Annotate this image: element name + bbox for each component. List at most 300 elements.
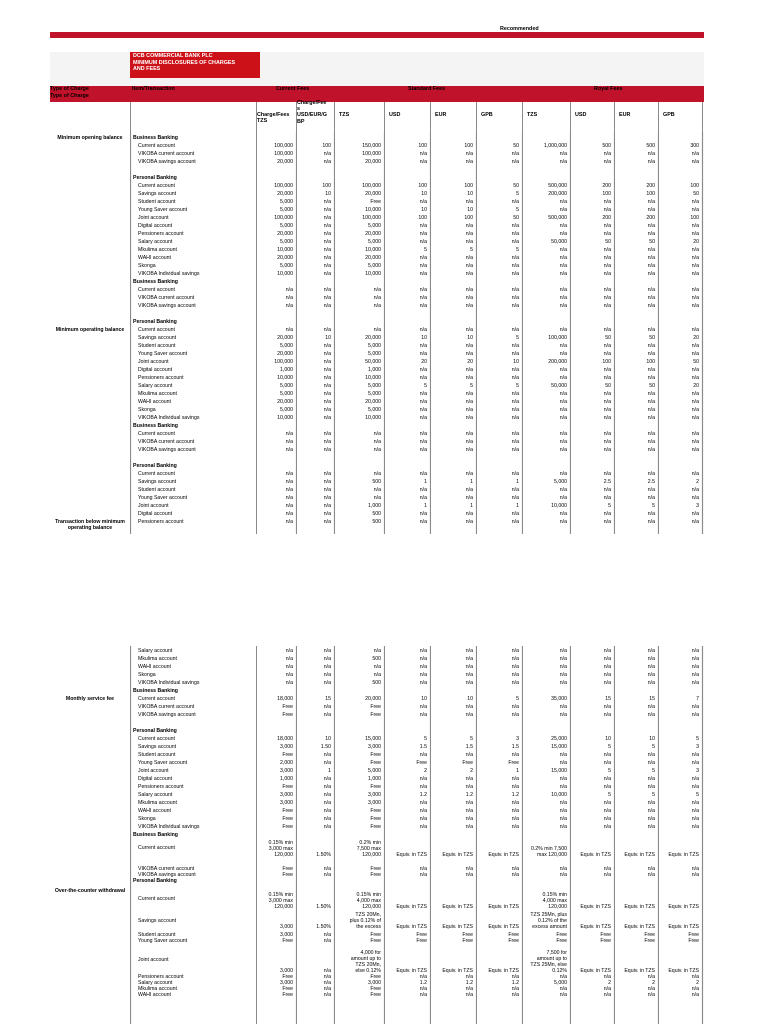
fee-value: Equiv. in TZS	[580, 904, 611, 910]
fee-line: 0.12% of the	[537, 918, 567, 924]
item-label: Student account	[138, 932, 176, 938]
fee-value: n/a	[603, 447, 611, 453]
fee-value: 1	[424, 503, 427, 509]
fee-value: 5	[470, 736, 473, 742]
fee-value: 100	[646, 191, 655, 197]
fee-value: 5	[424, 383, 427, 389]
fee-value: 35,000	[551, 696, 567, 702]
item-label: Pensioners account	[138, 974, 184, 980]
fee-value: n/a	[603, 351, 611, 357]
currency-header: GPB	[481, 112, 493, 118]
currency-header: TZS	[339, 112, 350, 118]
fee-value: n/a	[511, 776, 519, 782]
fee-value: n/a	[559, 872, 567, 878]
fee-value: n/a	[465, 223, 473, 229]
fee-value: 100,000	[362, 183, 381, 189]
fee-value: n/a	[465, 776, 473, 782]
table-row	[0, 335, 699, 341]
table-row	[0, 191, 699, 197]
item-label: VIKOBA current account	[138, 704, 195, 710]
fee-value: 5	[424, 247, 427, 253]
fee-value: n/a	[691, 816, 699, 822]
fee-value: n/a	[603, 656, 611, 662]
fee-value: 20	[693, 383, 699, 389]
fee-value: 1.2	[465, 980, 473, 986]
fee-value: 1	[470, 503, 473, 509]
fee-value: n/a	[559, 447, 567, 453]
fee-value: Free	[282, 784, 293, 790]
fee-value: Equiv. in TZS	[488, 968, 519, 974]
fee-value: 5	[516, 335, 519, 341]
fee-value: n/a	[559, 255, 567, 261]
fee-value: n/a	[647, 866, 655, 872]
fee-value: n/a	[647, 199, 655, 205]
fee-value: Equiv. in TZS	[668, 904, 699, 910]
fee-value: n/a	[511, 343, 519, 349]
fee-value: n/a	[647, 712, 655, 718]
fee-value: Equiv. in TZS	[396, 968, 427, 974]
fee-value: 5	[608, 503, 611, 509]
fee-value: n/a	[323, 199, 331, 205]
fee-value: Free	[282, 986, 293, 992]
fee-value: n/a	[691, 287, 699, 293]
fee-value: n/a	[323, 816, 331, 822]
item-label: Young Saver account	[138, 351, 188, 357]
item-label: Current account	[138, 183, 175, 189]
fee-value: n/a	[419, 287, 427, 293]
fee-value: Equiv. in TZS	[668, 924, 699, 930]
fee-value: 20,000	[365, 159, 381, 165]
fee-value: n/a	[691, 656, 699, 662]
fee-value: n/a	[691, 255, 699, 261]
fee-value: 10	[421, 335, 427, 341]
table-row	[0, 175, 654, 181]
fee-value: n/a	[419, 680, 427, 686]
type-column-bg	[50, 646, 130, 1024]
table-row	[0, 263, 699, 269]
fee-value: n/a	[559, 375, 567, 381]
fee-value: 50,000	[365, 359, 381, 365]
fee-value: n/a	[511, 415, 519, 421]
fee-value: n/a	[465, 712, 473, 718]
fee-value: n/a	[285, 495, 293, 501]
fee-value: n/a	[647, 295, 655, 301]
fee-value: n/a	[285, 656, 293, 662]
fee-value: n/a	[323, 800, 331, 806]
fee-value: 50	[693, 359, 699, 365]
table-row	[0, 992, 699, 998]
fee-value: n/a	[603, 471, 611, 477]
fee-value: n/a	[323, 367, 331, 373]
fee-value: 3	[696, 744, 699, 750]
fee-value: 1	[328, 768, 331, 774]
fee-value: n/a	[419, 704, 427, 710]
fee-value: n/a	[285, 287, 293, 293]
fee-value: 1.50	[320, 744, 331, 750]
fee-value: n/a	[419, 255, 427, 261]
item-label: Current account	[138, 896, 175, 902]
fee-value: n/a	[419, 447, 427, 453]
fee-value: n/a	[323, 439, 331, 445]
fee-value: n/a	[511, 808, 519, 814]
fee-value: 3,000	[368, 792, 381, 798]
fee-value: n/a	[511, 992, 519, 998]
fee-value: n/a	[559, 431, 567, 437]
table-row	[0, 792, 699, 798]
fee-value: 50	[649, 239, 655, 245]
fee-value: 5	[470, 247, 473, 253]
fee-line: 0.15% min	[542, 892, 567, 898]
fee-value: n/a	[647, 986, 655, 992]
fee-value: n/a	[647, 816, 655, 822]
fee-value: 5,000	[368, 768, 381, 774]
table-row	[0, 207, 699, 213]
fee-value: Free	[370, 816, 381, 822]
fee-value: n/a	[559, 752, 567, 758]
fee-value: 10	[467, 696, 473, 702]
item-label: Joint account	[138, 359, 169, 365]
fee-value: n/a	[323, 656, 331, 662]
fee-value: n/a	[419, 800, 427, 806]
fee-value: n/a	[559, 415, 567, 421]
fee-value: n/a	[323, 303, 331, 309]
fee-value: n/a	[511, 231, 519, 237]
fee-value: n/a	[323, 239, 331, 245]
fee-value: n/a	[285, 487, 293, 493]
fee-value: 2	[470, 768, 473, 774]
fee-value: n/a	[603, 672, 611, 678]
fee-value: n/a	[603, 407, 611, 413]
fee-line: 3,000 max	[268, 846, 293, 852]
fee-value: 100	[322, 143, 331, 149]
fee-value: n/a	[419, 327, 427, 333]
fee-value: Free	[600, 938, 611, 944]
fee-value: 200	[602, 215, 611, 221]
table-row	[0, 431, 699, 437]
fee-value: 10,000	[277, 271, 293, 277]
fee-value: n/a	[373, 471, 381, 477]
fee-value: n/a	[691, 800, 699, 806]
fee-value: n/a	[323, 471, 331, 477]
table-row	[0, 776, 699, 782]
fee-line: 120,000	[274, 904, 293, 910]
fee-value: n/a	[323, 872, 331, 878]
fee-value: n/a	[559, 343, 567, 349]
table-row	[0, 688, 654, 694]
fee-value: n/a	[647, 375, 655, 381]
fee-value: 3,000	[368, 980, 381, 986]
fee-value: 15,000	[551, 768, 567, 774]
fee-value: n/a	[559, 808, 567, 814]
fee-value: n/a	[647, 327, 655, 333]
fee-value: 20,000	[365, 231, 381, 237]
fee-value: n/a	[419, 159, 427, 165]
fee-line: amount up to	[350, 956, 381, 962]
fee-value: n/a	[465, 271, 473, 277]
fee-value: 500	[372, 479, 381, 485]
table-row	[0, 736, 699, 742]
fee-value: n/a	[559, 680, 567, 686]
fee-value: n/a	[691, 271, 699, 277]
table-row	[0, 511, 699, 517]
fee-value: n/a	[419, 776, 427, 782]
fee-value: n/a	[285, 471, 293, 477]
fee-value: n/a	[691, 992, 699, 998]
fee-value: n/a	[603, 223, 611, 229]
fee-value: 500,000	[548, 183, 567, 189]
fee-value: 50	[513, 183, 519, 189]
table-row	[0, 479, 699, 485]
fee-value: n/a	[691, 351, 699, 357]
fee-value: n/a	[559, 656, 567, 662]
fee-value: n/a	[465, 151, 473, 157]
fee-value: n/a	[511, 439, 519, 445]
fee-value: Free	[282, 808, 293, 814]
fee-value: n/a	[559, 231, 567, 237]
fee-value: 15	[325, 696, 331, 702]
fee-value: Free	[688, 932, 699, 938]
fee-value: n/a	[323, 407, 331, 413]
fee-value: n/a	[323, 664, 331, 670]
fee-value: 5	[424, 736, 427, 742]
fee-value	[523, 950, 567, 974]
item-label: WAHI account	[138, 664, 171, 670]
fee-value: n/a	[691, 439, 699, 445]
fee-value: n/a	[691, 672, 699, 678]
item-label: Current account	[138, 696, 175, 702]
fee-value: n/a	[559, 992, 567, 998]
fee-value: n/a	[419, 263, 427, 269]
fee-value: n/a	[511, 199, 519, 205]
fee-value: n/a	[511, 447, 519, 453]
item-label: Savings account	[138, 918, 177, 924]
fee-value: 10,000	[365, 247, 381, 253]
item-label: Mkulima account	[138, 986, 177, 992]
fee-value: n/a	[559, 784, 567, 790]
fee-value: n/a	[559, 866, 567, 872]
fee-value: n/a	[323, 271, 331, 277]
fee-value: n/a	[559, 648, 567, 654]
item-label: Skonga	[138, 263, 156, 269]
fee-value: n/a	[511, 399, 519, 405]
fee-value: 1.2	[419, 980, 427, 986]
fee-line: TZS 20Mn,	[355, 912, 381, 918]
fee-value: n/a	[559, 271, 567, 277]
fee-value: n/a	[603, 760, 611, 766]
fee-value: Free	[282, 866, 293, 872]
table-row	[0, 439, 699, 445]
fee-value: n/a	[285, 295, 293, 301]
fee-value: 100	[464, 183, 473, 189]
fee-value: n/a	[511, 271, 519, 277]
fee-value: n/a	[647, 760, 655, 766]
fee-value: 1.50%	[316, 852, 331, 858]
fee-value: 1.5	[511, 744, 519, 750]
fee-value: n/a	[465, 672, 473, 678]
fee-value: 1,000	[368, 367, 381, 373]
fee-value: n/a	[647, 247, 655, 253]
fee-value: n/a	[559, 495, 567, 501]
fee-value: n/a	[559, 223, 567, 229]
fee-value: n/a	[647, 207, 655, 213]
fee-value: n/a	[419, 712, 427, 718]
fee-value: n/a	[511, 255, 519, 261]
fee-value: n/a	[559, 287, 567, 293]
fee-value: n/a	[691, 784, 699, 790]
fee-value: 3,000	[280, 968, 293, 974]
fee-value: Equiv. in TZS	[442, 852, 473, 858]
item-label: Joint account	[138, 215, 169, 221]
fee-value: Free	[462, 938, 473, 944]
item-label: Joint account	[138, 957, 169, 963]
fee-value: n/a	[465, 800, 473, 806]
fee-value: Free	[688, 938, 699, 944]
fee-value: 200	[646, 183, 655, 189]
table-row	[0, 503, 699, 509]
fee-value: 20,000	[277, 159, 293, 165]
fee-value: n/a	[323, 792, 331, 798]
item-label: Digital account	[138, 367, 173, 373]
fee-value: n/a	[511, 295, 519, 301]
fee-value: Equiv. in TZS	[442, 924, 473, 930]
current-usd-header	[297, 100, 327, 125]
fee-value: n/a	[511, 680, 519, 686]
fee-value: Free	[282, 824, 293, 830]
column-divider	[658, 102, 659, 132]
fee-value: 200,000	[548, 359, 567, 365]
fee-value: n/a	[465, 872, 473, 878]
fee-value: 2	[696, 479, 699, 485]
fee-value: n/a	[323, 495, 331, 501]
item-label: Current account	[138, 845, 175, 851]
fee-value: 100	[602, 359, 611, 365]
fee-value: 2.5	[603, 479, 611, 485]
fee-value: 1,000	[368, 776, 381, 782]
fee-value: n/a	[603, 872, 611, 878]
fee-line: TZS 20Mn,	[355, 962, 381, 968]
fee-value: n/a	[559, 399, 567, 405]
fee-value: 1,000	[280, 776, 293, 782]
item-label: VIKOBA savings account	[138, 303, 196, 309]
fee-value: 15,000	[365, 736, 381, 742]
fee-value: n/a	[559, 159, 567, 165]
fee-value: Equiv. in TZS	[580, 852, 611, 858]
fee-value: n/a	[603, 495, 611, 501]
fee-value: n/a	[647, 231, 655, 237]
fee-value: n/a	[559, 351, 567, 357]
fee-value: n/a	[323, 776, 331, 782]
fee-value: n/a	[323, 327, 331, 333]
fee-value: n/a	[603, 295, 611, 301]
fee-value: 1	[424, 479, 427, 485]
item-label: VIKOBA savings account	[138, 872, 196, 878]
fee-value: 50	[513, 143, 519, 149]
fee-value: 50	[605, 335, 611, 341]
fee-value: 3,000	[280, 768, 293, 774]
fee-value: 20,000	[365, 335, 381, 341]
fee-value: Free	[370, 938, 381, 944]
fee-value: n/a	[559, 439, 567, 445]
fee-value: 5	[608, 792, 611, 798]
fee-value: 7	[696, 696, 699, 702]
fee-value: n/a	[465, 784, 473, 790]
fee-value: n/a	[647, 664, 655, 670]
fee-value: n/a	[465, 439, 473, 445]
fee-value: n/a	[691, 824, 699, 830]
fee-value: n/a	[647, 287, 655, 293]
fee-value: n/a	[603, 784, 611, 790]
fee-value: 10,000	[365, 375, 381, 381]
fee-value: 15	[649, 696, 655, 702]
fee-value: n/a	[511, 391, 519, 397]
fee-value: Free	[370, 824, 381, 830]
fee-value: n/a	[691, 704, 699, 710]
fee-value: n/a	[559, 511, 567, 517]
fee-value: Equiv. in TZS	[488, 904, 519, 910]
fee-value: n/a	[647, 511, 655, 517]
fee-value: 100,000	[274, 151, 293, 157]
fee-value: 50,000	[551, 239, 567, 245]
fee-value: 50	[605, 239, 611, 245]
fee-line: amount up to	[536, 956, 567, 962]
currency-header: TZS	[527, 112, 538, 118]
fee-line: 120,000	[548, 904, 567, 910]
fee-value: Free	[556, 932, 567, 938]
fee-value: n/a	[603, 800, 611, 806]
fee-value: n/a	[323, 784, 331, 790]
table-row	[0, 311, 654, 317]
fee-value: 20	[693, 239, 699, 245]
fee-value: Free	[282, 712, 293, 718]
fee-value: n/a	[603, 271, 611, 277]
fee-value: n/a	[465, 199, 473, 205]
fee-value: n/a	[419, 151, 427, 157]
fee-value: 3,000	[280, 924, 293, 930]
table-row	[0, 784, 699, 790]
fee-value: n/a	[647, 263, 655, 269]
fee-value: 100,000	[362, 151, 381, 157]
fee-value: n/a	[323, 992, 331, 998]
fee-value: n/a	[323, 866, 331, 872]
fee-value: n/a	[465, 415, 473, 421]
fee-value: Equiv. in TZS	[396, 904, 427, 910]
header-label: Standard Fees	[408, 86, 446, 92]
fee-value: Free	[282, 938, 293, 944]
fee-value: n/a	[647, 776, 655, 782]
fee-value: n/a	[323, 431, 331, 437]
fee-value: 3,000	[280, 980, 293, 986]
fee-value: n/a	[465, 648, 473, 654]
fee-value: Equiv. in TZS	[624, 968, 655, 974]
item-label: Student account	[138, 487, 176, 493]
fee-value: n/a	[647, 439, 655, 445]
item-label: VIKOBA Individual savings	[138, 680, 200, 686]
item-label: Personal Banking	[133, 175, 177, 181]
fee-value: n/a	[559, 974, 567, 980]
table-row	[0, 159, 699, 165]
fee-value: n/a	[465, 231, 473, 237]
fee-value: n/a	[647, 343, 655, 349]
table-row	[0, 367, 699, 373]
fee-value: n/a	[603, 808, 611, 814]
fee-value: n/a	[511, 511, 519, 517]
fee-value: 10,000	[277, 247, 293, 253]
fee-value: n/a	[323, 704, 331, 710]
fee-value: n/a	[511, 800, 519, 806]
table-row	[0, 648, 699, 654]
fee-value: n/a	[647, 974, 655, 980]
fee-value: Equiv. in TZS	[624, 852, 655, 858]
